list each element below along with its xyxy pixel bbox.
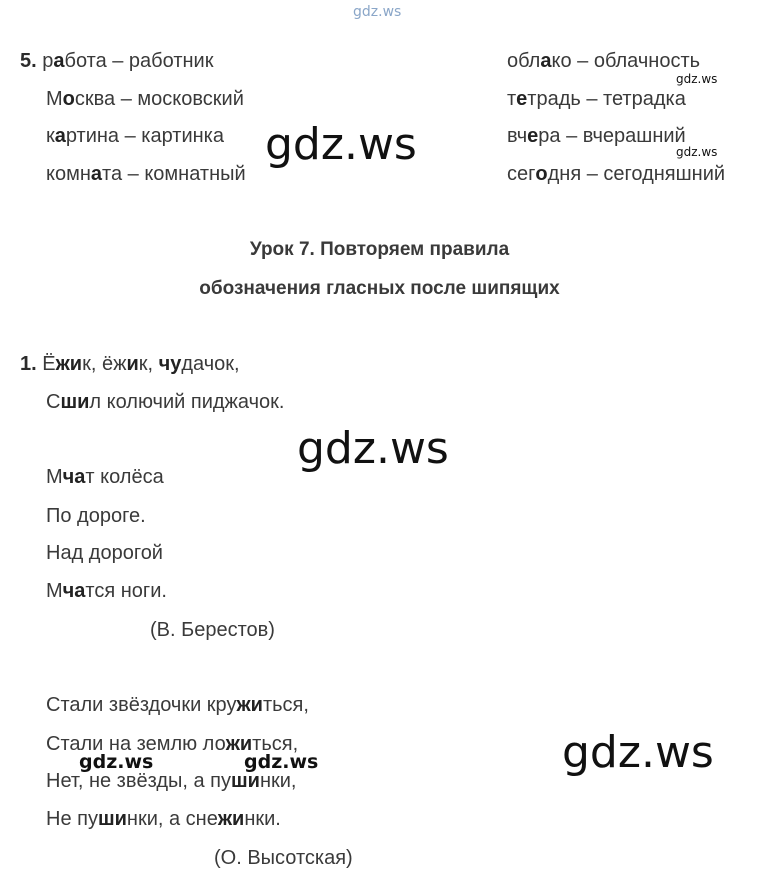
poem1-line-2 — [46, 506, 146, 526]
watermark-small-1: gdz.ws — [676, 72, 718, 86]
text: Стали звёздочки кру — [46, 694, 237, 716]
text: М — [46, 88, 63, 110]
poem2-author: (О. Высотская) — [214, 847, 353, 869]
text: ться, — [262, 694, 309, 716]
ex5-line-4-left — [46, 164, 246, 184]
watermark-large-3: gdz.ws — [562, 727, 714, 778]
text: тся ноги. — [85, 580, 167, 602]
highlight: а — [540, 50, 552, 72]
highlight: о — [62, 88, 75, 110]
text: дня – сегодняшний — [547, 163, 726, 185]
text: нки. — [244, 808, 281, 830]
ex5-line-2-right — [507, 89, 686, 109]
text: Не пу — [46, 808, 98, 830]
text: обл — [507, 50, 541, 72]
ex5-line-3-left — [46, 126, 224, 146]
poem2-line-4 — [46, 809, 281, 829]
text: т — [507, 88, 517, 110]
highlight: жи — [225, 733, 253, 755]
text: л колючий пиджачок. — [89, 391, 285, 413]
poem1-line-4 — [46, 581, 167, 601]
text: т колёса — [85, 466, 164, 488]
text: Нет, не звёзды, а пу — [46, 770, 231, 792]
text: М — [46, 580, 63, 602]
highlight: а — [53, 50, 65, 72]
poem1-author: (В. Берестов) — [150, 619, 275, 641]
text: нки, — [259, 770, 297, 792]
text: дачок, — [181, 353, 240, 375]
ex5-line-4-right — [507, 164, 725, 184]
highlight: а — [90, 163, 103, 185]
ex5-line-1-left — [20, 51, 213, 71]
text: С — [46, 391, 61, 413]
text: Над дорогой — [46, 542, 163, 564]
highlight: о — [535, 163, 548, 185]
lesson-title-line-1: Урок 7. Повторяем правила — [249, 239, 510, 260]
watermark-small-2: gdz.ws — [676, 145, 718, 159]
watermark-large-2: gdz.ws — [297, 423, 449, 474]
watermark-medium-2: gdz.ws — [244, 751, 319, 773]
exercise-number: 5. — [20, 50, 37, 72]
text: Стали на землю ло — [46, 733, 226, 755]
highlight: ча — [62, 466, 86, 488]
highlight: ши — [231, 770, 260, 792]
poem1-line-1 — [46, 467, 164, 487]
text: По дороге. — [46, 505, 146, 527]
text: к, — [138, 353, 159, 375]
highlight: и — [126, 353, 139, 375]
text: бота – работник — [64, 50, 214, 72]
text: та – комнатный — [102, 163, 246, 185]
text: Ё — [42, 353, 56, 375]
poem1-line-3 — [46, 543, 163, 563]
highlight: е — [527, 125, 539, 147]
highlight: жи — [55, 353, 83, 375]
text: ться, — [252, 733, 299, 755]
text: нки, а сне — [126, 808, 218, 830]
text: сква – московский — [74, 88, 244, 110]
watermark-medium-1: gdz.ws — [79, 751, 154, 773]
text: ко – облачность — [551, 50, 701, 72]
watermark-large-1: gdz.ws — [265, 119, 417, 170]
ex5-line-1-right — [507, 51, 700, 71]
ex1-line-1 — [20, 354, 240, 374]
poem2-line-3 — [46, 771, 297, 791]
text: вч — [507, 125, 528, 147]
watermark-top: gdz.ws — [353, 4, 402, 20]
text: к — [46, 125, 55, 147]
highlight: ши — [60, 391, 90, 413]
exercise-number: 1. — [20, 353, 37, 375]
ex5-line-2-left — [46, 89, 244, 109]
text: сег — [507, 163, 536, 185]
highlight: жи — [217, 808, 245, 830]
highlight: е — [516, 88, 528, 110]
lesson-title-line-2: обозначения гласных после шипящих — [199, 278, 560, 299]
text: ртина – картинка — [65, 125, 224, 147]
text: р — [42, 50, 54, 72]
text: М — [46, 466, 63, 488]
highlight: чу — [158, 353, 182, 375]
poem2-line-1 — [46, 695, 309, 715]
text: комн — [46, 163, 91, 185]
ex5-line-3-right — [507, 126, 686, 146]
highlight: ча — [62, 580, 86, 602]
highlight: ши — [97, 808, 127, 830]
highlight: а — [54, 125, 66, 147]
highlight: жи — [236, 694, 263, 716]
text: традь – тетрадка — [527, 88, 686, 110]
text: к, ёж — [82, 353, 127, 375]
text: ра – вчерашний — [538, 125, 686, 147]
ex1-line-2 — [46, 392, 284, 412]
